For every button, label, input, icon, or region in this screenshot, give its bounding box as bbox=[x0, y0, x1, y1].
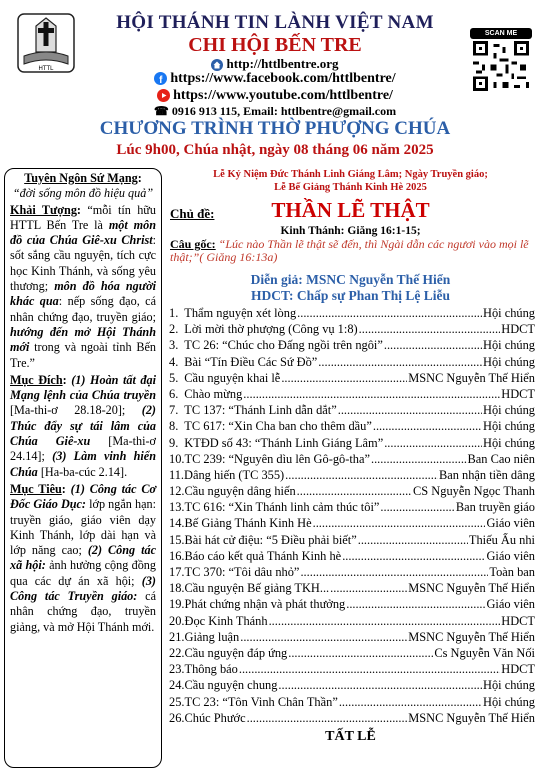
item-title: Cầu nguyện khai lễ bbox=[184, 370, 281, 385]
item-number: 22. bbox=[169, 645, 185, 660]
item-title: TC 137: “Thánh Linh dẫn dắt” bbox=[184, 403, 337, 418]
item-number: 2. bbox=[169, 322, 179, 337]
program-item bbox=[169, 565, 535, 581]
goal-text-2: lớp ngắn hạn: truyền giáo, giáo viên dạy Kinh Thánh, lớp dài hạn và lớp năng cao; bbox=[10, 497, 156, 558]
item-leader-dots bbox=[359, 322, 501, 337]
purpose-text-6: [Ha-ba-cúc 2.14]. bbox=[37, 464, 128, 479]
sermon-theme: THẦN LẼ THẬT bbox=[271, 198, 430, 222]
youtube-link[interactable]: https://www.youtube.com/httlbentre/ bbox=[173, 88, 393, 103]
verse-label: Câu gốc: bbox=[170, 237, 216, 251]
goal-text-1: (1) Công tác Cơ Đốc Giáo Dục: bbox=[10, 481, 157, 512]
qr-code-icon[interactable] bbox=[470, 41, 532, 91]
item-number: 9. bbox=[169, 435, 179, 450]
item-number: 7. bbox=[169, 403, 179, 418]
program-item bbox=[169, 355, 535, 371]
purpose-text-5: (3) Làm vinh hiển Chúa bbox=[10, 449, 156, 479]
item-leader-dots bbox=[285, 468, 438, 483]
item-leader: Hội chúng bbox=[483, 419, 535, 434]
program-item bbox=[169, 500, 535, 516]
item-number: 3. bbox=[169, 338, 179, 353]
program-item bbox=[169, 533, 535, 549]
item-title: TC 26: “Chúc cho Đấng ngồi trên ngôi” bbox=[184, 338, 383, 353]
program-panel bbox=[166, 168, 535, 768]
scripture-reference: Kinh Thánh: Giăng 16:1-15; bbox=[280, 225, 421, 237]
item-leader: HDCT bbox=[501, 662, 535, 677]
goal-text-6: cá nhân chứng đạo, truyền giảng, và mở Hội Thánh mới. bbox=[10, 589, 156, 634]
qr-block[interactable] bbox=[470, 28, 532, 96]
item-title: Chúc Phước bbox=[184, 710, 246, 725]
item-leader-dots bbox=[288, 646, 433, 661]
item-leader: Ban Cao niên bbox=[467, 451, 535, 466]
item-leader-dots bbox=[313, 516, 486, 531]
vision-text-3: : sốt sắng cầu nguyện, tích cực học Kinh Thánh, và sống yêu thương; bbox=[10, 233, 156, 294]
key-verse bbox=[166, 238, 535, 264]
item-number: 19. bbox=[169, 597, 185, 612]
vision-label: Khải Tượng bbox=[10, 202, 77, 217]
item-number: 18. bbox=[169, 581, 185, 596]
item-title: Phát chứng nhận và phát thưởng bbox=[184, 597, 346, 612]
vision-text-2: một môn đồ của Chúa Giê-xu Christ bbox=[10, 217, 157, 248]
item-leader: Hội chúng bbox=[483, 354, 535, 369]
item-leader-dots bbox=[342, 549, 485, 564]
item-leader: Hội chúng bbox=[483, 306, 535, 320]
org-name: HỘI THÁNH TIN LÀNH VIỆT NAM bbox=[116, 12, 434, 33]
item-title: TC 370: “Tôi dâu nhỏ” bbox=[184, 565, 300, 579]
program-item bbox=[169, 468, 535, 484]
program-item bbox=[169, 436, 535, 452]
item-title: Cầu nguyện dâng hiến bbox=[184, 484, 296, 499]
youtube-line[interactable] bbox=[60, 88, 490, 104]
program-item bbox=[169, 597, 535, 613]
item-leader-dots bbox=[247, 711, 408, 726]
program-item bbox=[169, 678, 535, 694]
item-title: KTĐD số 43: “Thánh Linh Giáng Lâm” bbox=[184, 435, 384, 450]
goal-paragraph: Mục Tiêu: (1) Công tác Cơ Đốc Giáo Dục: lớp ngắn hạn: truyền giáo, giáo viên dạy Kinh Thánh, lớp dài hạn và lớp năng cao; (2) Công tác xã hội: ảnh hưởng cộng đồng qua các dự án xã hội; (3) Công tác Truyền giáo: cá nhân chứng đạo, truyền giảng, và mở Hội Thánh mới. bbox=[10, 481, 157, 634]
item-leader-dots bbox=[269, 614, 501, 629]
youtube-icon bbox=[157, 89, 170, 102]
item-number: 12. bbox=[169, 484, 185, 499]
item-number: 14. bbox=[169, 516, 185, 531]
item-leader: Hội chúng bbox=[483, 694, 535, 709]
item-title: Dâng hiến (TC 355) bbox=[184, 467, 285, 482]
item-leader: Hội chúng bbox=[483, 403, 535, 418]
program-item bbox=[169, 695, 535, 711]
item-number: 16. bbox=[169, 548, 185, 563]
facebook-icon bbox=[154, 72, 167, 85]
item-leader: Ban nhận tiền dâng bbox=[438, 467, 535, 482]
item-number: 11. bbox=[169, 467, 185, 482]
occasion-line-2: Lễ Bế Giảng Thánh Kinh Hè 2025 bbox=[274, 182, 427, 193]
program-item bbox=[169, 371, 535, 387]
item-leader: MSNC Nguyễn Thế Hiển bbox=[408, 581, 535, 596]
item-title: Bài “Tín Điều Các Sứ Đồ” bbox=[184, 354, 318, 369]
program-item bbox=[169, 646, 535, 662]
item-leader: MSNC Nguyễn Thế Hiển bbox=[408, 629, 535, 644]
item-leader-dots bbox=[384, 338, 482, 353]
item-number: 10. bbox=[169, 451, 185, 466]
item-number: 24. bbox=[169, 678, 185, 693]
theme-row bbox=[166, 198, 535, 224]
item-number: 1. bbox=[169, 306, 179, 320]
purpose-text-2: [Ma-thi-ơ 28.18-20]; bbox=[10, 403, 142, 418]
program-item bbox=[169, 581, 535, 597]
service-datetime: Lúc 9h00, Chúa nhật, ngày 08 tháng 06 năm 2025 bbox=[116, 142, 434, 158]
svg-text:f: f bbox=[159, 75, 163, 86]
item-title: Lời mời thờ phượng (Công vụ 1:8) bbox=[184, 322, 358, 337]
branch-name: CHI HỘI BẾN TRE bbox=[188, 34, 362, 56]
item-leader-dots bbox=[297, 306, 482, 321]
program-item bbox=[169, 614, 535, 630]
item-leader-dots bbox=[243, 387, 500, 402]
item-leader: CS Nguyễn Ngọc Thanh bbox=[413, 484, 535, 499]
item-leader-dots bbox=[371, 452, 467, 467]
program-item bbox=[169, 630, 535, 646]
item-leader: Giáo viên bbox=[486, 597, 535, 612]
vision-text-4: môn đồ hóa người khác qua bbox=[10, 279, 157, 309]
item-title: Báo cáo kết quả Thánh Kinh hè bbox=[184, 548, 342, 563]
program-item bbox=[169, 403, 535, 419]
purpose-text-1: (1) Hoàn tất đại Mạng lệnh của Chúa truyền bbox=[10, 372, 156, 403]
speaker: Diễn giả: MSNC Nguyễn Thế Hiển bbox=[250, 272, 451, 287]
item-number: 8. bbox=[169, 419, 179, 434]
item-number: 4. bbox=[169, 354, 179, 369]
item-number: 21. bbox=[169, 629, 185, 644]
item-leader: Toàn ban bbox=[489, 565, 535, 579]
item-number: 13. bbox=[169, 500, 185, 515]
goal-label: Mục Tiêu bbox=[10, 481, 62, 496]
item-leader: Hội chúng bbox=[483, 338, 535, 353]
item-leader-dots bbox=[358, 533, 468, 548]
purpose-text-4: [Ma-thi-ơ 24.14]; bbox=[10, 434, 157, 464]
purpose-label: Mục Đích bbox=[10, 372, 63, 387]
item-leader: Giáo viên bbox=[486, 548, 535, 563]
item-leader-dots bbox=[373, 419, 482, 434]
header bbox=[0, 0, 539, 165]
item-leader-dots bbox=[297, 484, 412, 499]
item-leader: MSNC Nguyễn Thế Hiển bbox=[408, 710, 535, 725]
item-title: TC 616: “Xin Thánh linh cảm thúc tôi” bbox=[184, 500, 380, 515]
phone-icon: ☎ bbox=[153, 104, 172, 118]
mission-quote: “đời sống môn đồ hiệu quả” bbox=[12, 186, 154, 201]
item-leader-dots bbox=[239, 662, 500, 677]
service-end: TẤT LỄ bbox=[325, 728, 376, 744]
mission-panel bbox=[4, 168, 162, 768]
item-leader: Giáo viên bbox=[486, 516, 535, 531]
item-title: Cầu nguyện đáp ứng bbox=[184, 645, 288, 660]
goal-text-3: (2) Công tác xã hội: bbox=[10, 543, 156, 573]
facebook-link[interactable]: https://www.facebook.com/httlbentre/ bbox=[170, 71, 396, 86]
item-title: Chào mừng bbox=[184, 386, 243, 401]
item-leader: Hội chúng bbox=[483, 435, 535, 450]
facebook-line[interactable] bbox=[60, 71, 490, 87]
purpose-paragraph: Mục Đích: (1) Hoàn tất đại Mạng lệnh của Chúa truyền [Ma-thi-ơ 28.18-20]; (2) Thúc đẩy sự tái lâm của Chúa Giê-xu [Ma-thi-ơ 24.14]; (3) Làm vinh hiển Chúa [Ha-ba-cúc 2.14]. bbox=[10, 372, 157, 479]
program-item bbox=[169, 711, 535, 727]
program-item bbox=[169, 549, 535, 565]
item-leader-dots bbox=[339, 695, 482, 710]
scan-me-label: SCAN ME bbox=[470, 28, 532, 39]
item-number: 17. bbox=[169, 565, 185, 579]
item-leader: Ban truyền giáo bbox=[455, 500, 535, 515]
program-item bbox=[169, 322, 535, 338]
item-leader-dots bbox=[346, 597, 485, 612]
item-title: TC 239: “Nguyên dìu lên Gô-gô-tha” bbox=[184, 451, 370, 466]
item-number: 5. bbox=[169, 370, 179, 385]
program-item bbox=[169, 306, 535, 322]
vision-paragraph: Khải Tượng: “mỗi tín hữu HTTL Bến Tre là một môn đồ của Chúa Giê-xu Christ: sốt sắng cầu nguyện, tích cực học Kinh Thánh, và sống yêu thương; môn đồ hóa người khác qua: nếp sống đạo, cá nhân chứng đạo, truyền giáo; hướng đến mở Hội Thánh mới trong và ngoài tỉnh Bến Tre.” bbox=[10, 202, 157, 370]
item-title: Bài hát cử điệu: “5 Điều phải biết” bbox=[184, 532, 357, 547]
item-leader-dots bbox=[318, 355, 482, 370]
vision-text-5: : nếp sống đạo, cá nhân chứng đạo, truyền giáo; bbox=[10, 294, 156, 324]
theme-label: Chủ đề: bbox=[170, 206, 215, 221]
item-leader: Cs Nguyễn Văn Nối bbox=[434, 645, 535, 660]
program-item bbox=[169, 662, 535, 678]
svg-text:HTTL: HTTL bbox=[38, 66, 54, 72]
item-leader: Hội chúng bbox=[483, 678, 535, 693]
item-title: TC 617: “Xin Cha ban cho thêm dầu” bbox=[184, 419, 372, 434]
vision-text-1: “mỗi tín hữu HTTL Bến Tre là bbox=[10, 202, 156, 232]
item-number: 20. bbox=[169, 613, 185, 628]
item-leader-dots bbox=[278, 678, 482, 693]
contact-text: 0916 913 115, Email: httlbentre@gmail.com bbox=[171, 104, 397, 118]
purpose-text-3: (2) Thúc đẩy sự tái lâm của Chúa Giê-xu bbox=[10, 403, 156, 449]
item-title: Thông báo bbox=[184, 662, 238, 677]
item-leader-dots bbox=[281, 371, 407, 386]
program-item bbox=[169, 419, 535, 435]
item-leader: Thiếu Ấu nhi bbox=[468, 532, 535, 547]
verse-text: “Lúc nào Thần lẽ thật sẽ đến, thì Ngài dẫn các ngươi vào mọi lẽ thật;”( Giăng 16:13a) bbox=[170, 237, 529, 264]
goal-text-5: (3) Công tác Truyền giáo: bbox=[10, 573, 156, 604]
item-number: 15. bbox=[169, 532, 185, 547]
program-item bbox=[169, 484, 535, 500]
program-item bbox=[169, 387, 535, 403]
order-of-service bbox=[166, 306, 535, 727]
item-title: Giảng luận bbox=[184, 629, 240, 644]
item-title: Bế Giảng Thánh Kinh Hè bbox=[184, 516, 312, 531]
item-leader-dots bbox=[240, 630, 407, 645]
service-leader: HDCT: Chấp sự Phan Thị Lệ Liễu bbox=[251, 288, 450, 303]
item-number: 25. bbox=[169, 694, 185, 709]
item-leader-dots bbox=[338, 403, 482, 418]
item-title: Đọc Kinh Thánh bbox=[184, 613, 268, 628]
contact-line bbox=[60, 104, 490, 119]
item-leader: HDCT bbox=[501, 613, 535, 628]
program-title: CHƯƠNG TRÌNH THỜ PHƯỢNG CHÚA bbox=[99, 118, 451, 139]
program-item bbox=[169, 516, 535, 532]
vision-text-7: trong và ngoài tỉnh Bến Tre.” bbox=[10, 340, 156, 370]
item-leader-dots bbox=[300, 565, 488, 580]
goal-text-4: ảnh hưởng cộng đồng qua các dự án xã hội; bbox=[10, 558, 156, 588]
occasion-line-1: Lễ Kỷ Niệm Đức Thánh Linh Giáng Lâm; Ngày Truyền giáo; bbox=[213, 169, 488, 180]
vision-text-6: hướng đến mở Hội Thánh mới bbox=[10, 324, 156, 355]
mission-label: Tuyên Ngôn Sứ Mạng bbox=[24, 171, 138, 185]
item-leader-dots bbox=[380, 500, 454, 515]
program-item bbox=[169, 452, 535, 468]
website-link[interactable]: http://httlbentre.org bbox=[226, 56, 339, 71]
home-icon bbox=[211, 59, 223, 71]
item-leader-dots bbox=[384, 436, 482, 451]
item-title: Thẩm nguyện xét lòng bbox=[184, 306, 297, 320]
website-line[interactable] bbox=[60, 56, 490, 72]
program-item bbox=[169, 338, 535, 354]
item-number: 6. bbox=[169, 386, 179, 401]
item-number: 23. bbox=[169, 662, 185, 677]
item-number: 26. bbox=[169, 710, 185, 725]
item-title: TC 23: “Tôn Vinh Chân Thần” bbox=[184, 694, 338, 709]
item-leader-dots bbox=[330, 581, 407, 596]
item-leader: HDCT bbox=[501, 322, 535, 337]
item-leader: HDCT bbox=[501, 386, 535, 401]
item-leader: MSNC Nguyễn Thế Hiển bbox=[408, 370, 535, 385]
item-title: Cầu nguyện chung bbox=[184, 678, 278, 693]
item-title: Cầu nguyện Bế giảng TKH... bbox=[184, 581, 330, 596]
mission-heading: Tuyên Ngôn Sứ Mạng: bbox=[24, 171, 142, 185]
